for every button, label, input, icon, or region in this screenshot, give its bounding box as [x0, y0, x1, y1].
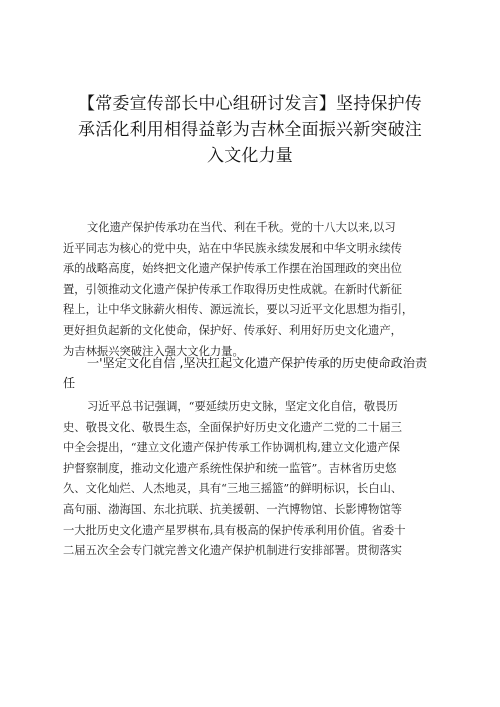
- document-title: [60, 91, 440, 169]
- paragraph-line: 文化遗产保护传承功在当代、利在千秋。党的十八大以来,以习: [87, 221, 396, 234]
- paragraph-line: 置，引领推动文化遗产保护传承工作取得历史性成就。在新时代新征: [63, 282, 402, 296]
- paragraph-line: 高句丽、渤海国、东北抗联、抗美援朝、一汽博物馆、长影博物馆等: [63, 502, 402, 516]
- paragraph-line: 为吉林振兴突破注入强大文化力量。: [63, 344, 244, 358]
- paragraph-line: 护督察制度，推动文化遗产系统性保护和统一监管”。吉林省历史悠: [63, 461, 397, 475]
- heading-line: 一'坚定文化自信 ,坚决扛起文化遗产保护传承的历史使命政治责: [87, 356, 428, 370]
- paragraph-line: 久、文化灿烂、人杰地灵，具有“三地三摇篮”的鲜明标识，长白山、: [63, 482, 403, 496]
- paragraph-line: 一大批历史文化遗产星罗棋布,具有极高的保护传承利用价值。省委十: [63, 523, 406, 537]
- paragraph-line: 史、敬畏文化、敬畏生态，全面保护好历史文化遗产二党的二十届三: [63, 420, 402, 434]
- paragraph-line: 承的战略高度，始终把文化遗产保护传承工作摆在治国理政的突出位: [63, 262, 402, 276]
- paragraph-section-one: [63, 397, 441, 562]
- section-heading: [63, 353, 441, 393]
- paragraph-intro: [63, 218, 441, 362]
- paragraph-line: 中全会提出，“建立文化遗产保护传承工作协调机构,建立文化遗产保: [63, 441, 400, 455]
- paragraph-line: 二届五次全会专门就完善文化遗产保护机制进行安排部署。贯彻落实: [63, 544, 402, 558]
- title-line: 【常委宣传部长中心组研讨发言】坚持保护传: [78, 94, 422, 114]
- paragraph-line: 近平同志为核心的党中央，站在中华民族永续发展和中华文明永续传: [63, 241, 402, 255]
- heading-line: 任: [63, 376, 76, 390]
- paragraph-line: 习近平总书记强调，“要延续历史文脉，坚定文化自信，敬畏历: [87, 400, 398, 413]
- title-line: 入文化力量: [207, 146, 293, 166]
- title-line: 承活化利用相得益彰为吉林全面振兴新突破注: [78, 120, 422, 140]
- paragraph-line: 更好担负起新的文化使命，保护好、传承好、利用好历史文化遗产，: [63, 323, 402, 337]
- paragraph-line: 程上，让中华文脉薪火相传、源远流长，要以习近平文化思想为指引，: [63, 303, 414, 317]
